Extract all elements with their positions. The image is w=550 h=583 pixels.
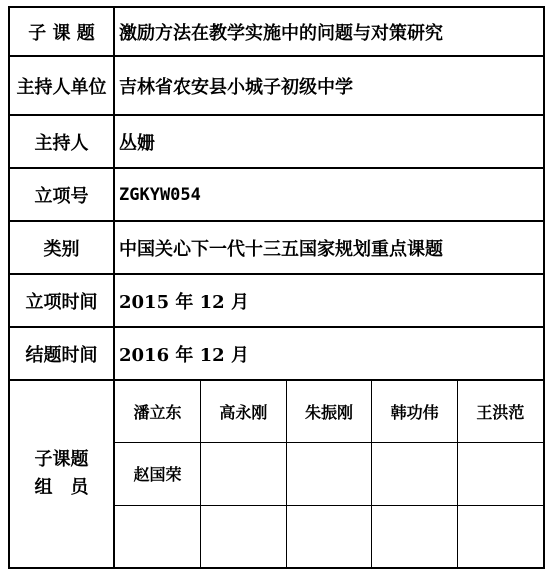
- row-start-date: [9, 274, 544, 327]
- member-name: [372, 443, 458, 505]
- row-subtopic: [9, 7, 544, 56]
- member-name: [201, 505, 287, 567]
- row-end-date: [9, 327, 544, 380]
- member-name: [457, 505, 543, 567]
- member-name: 韩功伟: [372, 381, 458, 443]
- members-row-3: [115, 505, 543, 567]
- row-project-number: [9, 168, 544, 221]
- member-name: [286, 505, 372, 567]
- member-name: [372, 505, 458, 567]
- members-grid-cell: [114, 380, 544, 568]
- value-project-number: ZGKYW054: [114, 168, 544, 221]
- label-start-date: 立项时间: [9, 274, 114, 327]
- member-name: [201, 443, 287, 505]
- members-label-line2: 组 员: [34, 477, 89, 498]
- member-name: [286, 443, 372, 505]
- members-row-2: [115, 443, 543, 505]
- member-name: 潘立东: [115, 381, 201, 443]
- member-name: 朱振刚: [286, 381, 372, 443]
- value-host-unit: 吉林省农安县小城子初级中学: [114, 56, 544, 115]
- label-host: 主持人: [9, 115, 114, 168]
- row-host: [9, 115, 544, 168]
- row-host-unit: [9, 56, 544, 115]
- value-start-date: 2015 年 12 月: [114, 274, 544, 327]
- project-info-table: [8, 6, 545, 569]
- member-name: 高永刚: [201, 381, 287, 443]
- row-members: [9, 380, 544, 568]
- value-category: 中国关心下一代十三五国家规划重点课题: [114, 221, 544, 274]
- members-label-line1: 子课题: [34, 449, 89, 470]
- members-grid: [115, 381, 543, 567]
- label-category: 类别: [9, 221, 114, 274]
- member-name: [115, 505, 201, 567]
- member-name: [457, 443, 543, 505]
- label-subtopic: 子 课 题: [9, 7, 114, 56]
- row-category: [9, 221, 544, 274]
- label-host-unit: 主持人单位: [9, 56, 114, 115]
- member-name: 赵国荣: [115, 443, 201, 505]
- members-row-1: [115, 381, 543, 443]
- label-project-number: 立项号: [9, 168, 114, 221]
- label-members: [9, 380, 114, 568]
- value-end-date: 2016 年 12 月: [114, 327, 544, 380]
- member-name: 王洪范: [457, 381, 543, 443]
- value-subtopic: 激励方法在教学实施中的问题与对策研究: [114, 7, 544, 56]
- value-host: 丛姗: [114, 115, 544, 168]
- label-end-date: 结题时间: [9, 327, 114, 380]
